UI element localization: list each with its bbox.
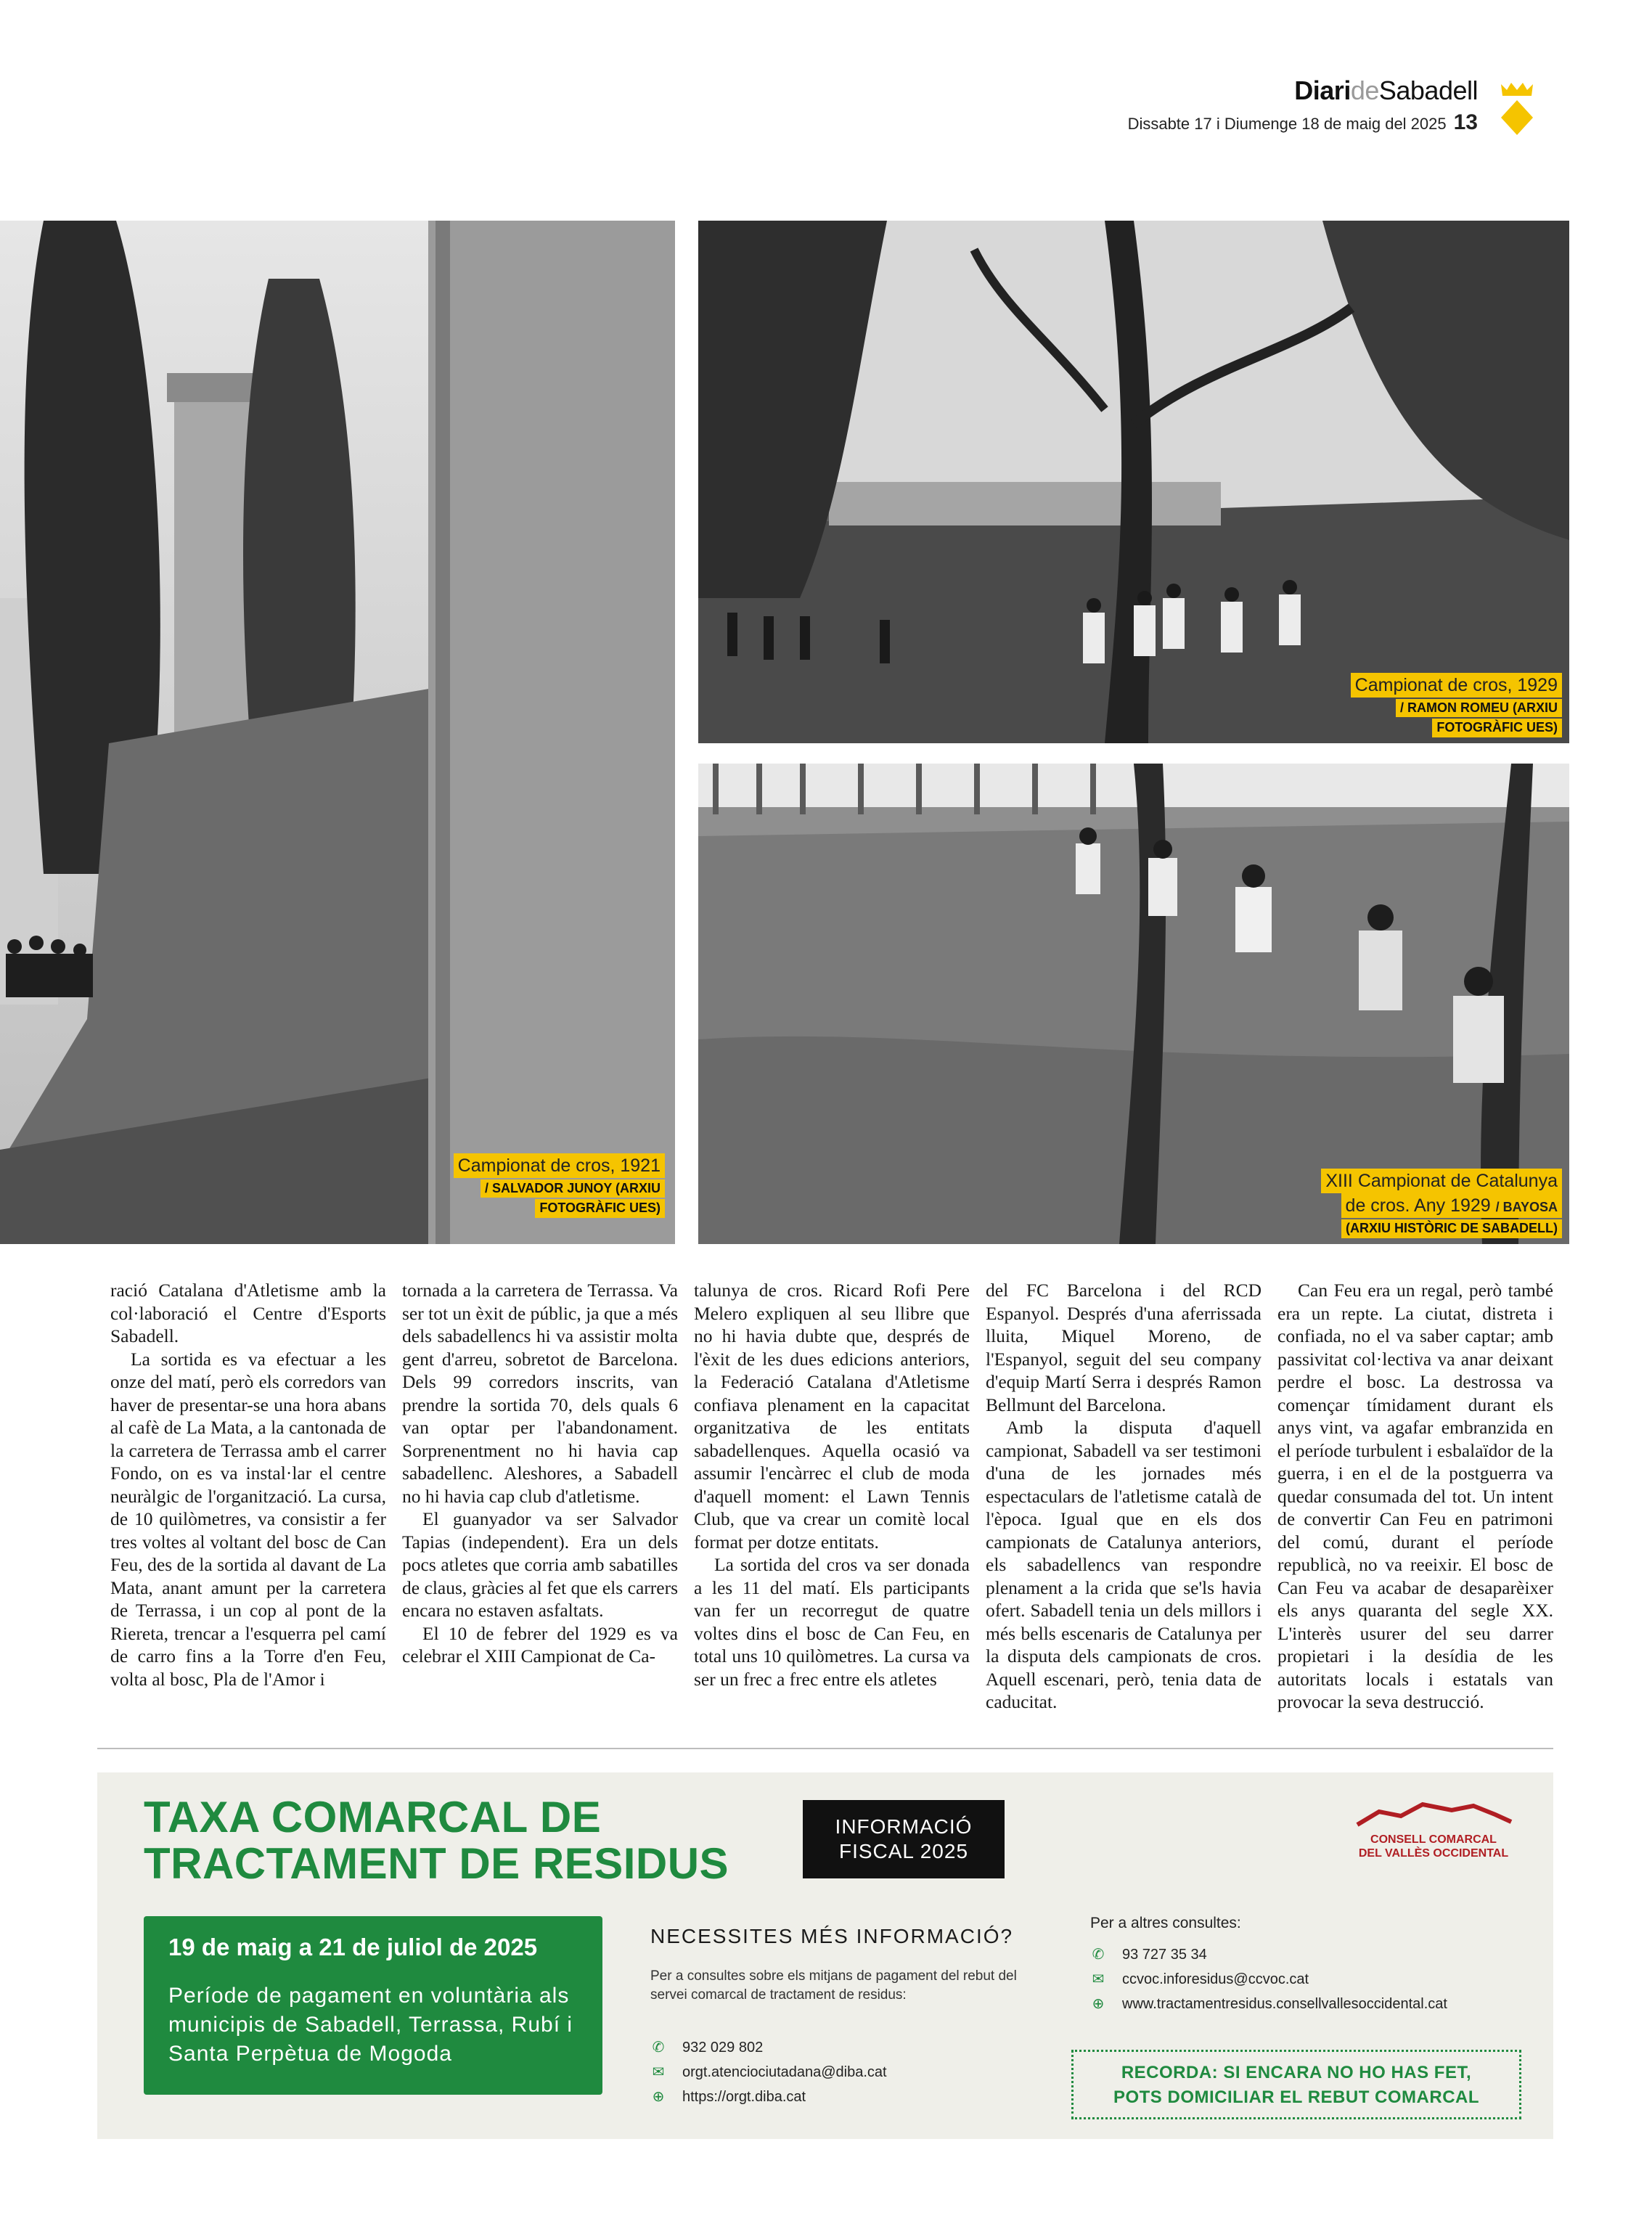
photo-1929-race [698, 221, 1569, 743]
ccvoc-email-link[interactable]: ✉ ccvoc.inforesidus@ccvoc.cat [1090, 1967, 1526, 1992]
photo-xiii-campionat [698, 764, 1569, 1244]
paragraph: Can Feu era un regal, però també era un repte. La ciutat, distreta i confiada, no el va saber captar; amb passivitat col·lectiva va anar deixant perdre el bosc. La destrossa va començar tímidament durant els anys vint, va agafar embranzida en el període turbulent i esbalaïdor de la guerra, i en el de la postguerra va quedar consumada del tot. Un intent de convertir Can Feu en patrimoni del comú, durant el període republicà, no va reeixir. El bosc de Can Feu va acabar de desaparèixer els anys quaranta del segle XX. L'interès usurer del seu darrer propietari i la desídia de les autoritats locals i estatals van provocar la seva destrucció. [1277, 1280, 1553, 1712]
article-column-3 [694, 1279, 970, 1714]
city-crest-icon [1495, 80, 1539, 138]
issue-date: Dissabte 17 i Diumenge 18 de maig del 2025 [1127, 115, 1447, 133]
consell-comarcal-logo: CONSELL COMARCAL DEL VALLÈS OCCIDENTAL [1350, 1800, 1517, 1860]
photo-1921-caption: Campionat de cros, 1921 / SALVADOR JUNOY (ARXIU FOTOGRÀFIC UES) [454, 1153, 665, 1218]
mail-icon: ✉ [1092, 1971, 1105, 1987]
payment-dates: 19 de maig a 21 de juliol de 2025 [168, 1934, 538, 1960]
globe-icon: ⊕ [1092, 1996, 1105, 2012]
article-column-2 [402, 1279, 678, 1714]
mountain-logo-icon [1350, 1800, 1517, 1829]
reminder-box: RECORDA: SI ENCARA NO HO HAS FET, POTS DOMICILIAR EL REBUT COMARCAL [1071, 2050, 1521, 2119]
info-section [650, 1925, 1057, 2109]
orgt-phone[interactable]: ✆ 932 029 802 [650, 2035, 1057, 2060]
globe-icon: ⊕ [652, 2089, 665, 2105]
masthead [1128, 75, 1478, 135]
photo-1921-race [0, 221, 675, 1244]
orgt-web-link[interactable]: ⊕ https://orgt.diba.cat [650, 2085, 1057, 2109]
advertisement-taxa-residus [97, 1772, 1553, 2139]
page-number: 13 [1453, 110, 1478, 134]
payment-period-text: Període de pagament en voluntària als municipis de Sabadell, Terrassa, Rubí i Santa Perpètua de Mogoda [168, 1984, 573, 2066]
info-heading: NECESSITES MÉS INFORMACIÓ? [650, 1925, 1014, 1947]
paragraph: El 10 de febrer del 1929 es va celebrar el XIII Campionat de Ca- [402, 1622, 678, 1666]
section-divider [97, 1748, 1553, 1749]
paragraph: El guanyador va ser Salvador Tapias (independent). Era un dels pocs atletes que corria amb sabatilles de claus, gràcies al fet que els carrers encara no estaven asfaltats. [402, 1508, 678, 1621]
orgt-email-link[interactable]: ✉ orgt.atenciociutadana@diba.cat [650, 2060, 1057, 2085]
info-text: Per a consultes sobre els mitjans de pagament del rebut del servei comarcal de tractament de residus: [650, 1968, 1017, 2003]
phone-icon: ✆ [1092, 1947, 1105, 1963]
photo-xiii-caption: XIII Campionat de Catalunya de cros. Any 1929 / BAYOSA (ARXIU HISTÒRIC DE SABADELL) [1321, 1169, 1562, 1238]
paragraph: La sortida del cros va ser donada a les 11 del matí. Els participants van fer un recorregut de quatre voltes dins el bosc de Can Feu, en total uns 10 quilòmetres. La cursa va ser un frec a frec entre els atletes [694, 1554, 970, 1690]
phone-icon: ✆ [652, 2040, 665, 2056]
article-column-5 [1277, 1279, 1553, 1714]
ccvoc-phone[interactable]: ✆ 93 727 35 34 [1090, 1942, 1526, 1967]
payment-period-box [144, 1916, 602, 2095]
other-contacts-heading: Per a altres consultes: [1090, 1915, 1241, 1931]
paragraph: La sortida es va efectuar a les onze del matí, però els corredors van haver de presentar-se una hora abans al cafè de La Mata, a la cantonada de la carretera de Terrassa amb el carrer Fondo, on es va instal·lar el centre neuràlgic de l'organització. La cursa, de 10 quilòmetres, va consistir a fer tres voltes al voltant del bosc de Can Feu, des de la sortida al davant de La Mata, anant amunt per la carretera de Terrassa, i un cop al pont de la Riereta, trencar a l'esquerra pel camí de carro fins a la Torre d'en Feu, volta al bosc, Pla de l'Amor i [110, 1348, 386, 1690]
newspaper-brand: DiarideSabadell [1294, 75, 1478, 105]
paragraph: ració Catalana d'Atletisme amb la col·laboració el Centre d'Esports Sabadell. [110, 1280, 386, 1346]
photo-1921-image [0, 221, 675, 1244]
photo-1929-image [698, 221, 1569, 743]
article-column-4 [986, 1279, 1262, 1714]
paragraph: Amb la disputa d'aquell campionat, Sabadell va ser testimoni d'una de les jornades més espectaculars de l'atletisme català de l'època. Igual que en els dos campionats de Catalunya anteriors, els sabadellencs van respondre plenament a la crida que se'ls havia ofert. Sabadell tenia un dels millors i més bells escenaris de Catalunya per la disputa dels campionats de cros. Aquell escenari, però, tenia data de caducitat. [986, 1417, 1262, 1712]
article-body [110, 1279, 1553, 1714]
paragraph: tornada a la carretera de Terrassa. Va ser tot un èxit de públic, ja que a més dels sabadellencs hi va assistir molta gent d'arreu, sobretot de Barcelona. Dels 99 corredors inscrits, van prendre la sortida 70, dels quals 6 van optar per l'abandonament. Sorprenentment no hi havia cap sabadellenc. Aleshores, a Sabadell no hi havia cap club d'atletisme. [402, 1280, 678, 1507]
dateline [1128, 110, 1478, 135]
mail-icon: ✉ [652, 2064, 665, 2080]
ccvoc-web-link[interactable]: ⊕ www.tractamentresidus.consellvallesoccidental.cat [1090, 1992, 1526, 2016]
other-contacts-section [1090, 1915, 1526, 2016]
ad-title: TAXA COMARCAL DE TRACTAMENT DE RESIDUS [144, 1793, 729, 1888]
ad-fiscal-badge: INFORMACIÓ FISCAL 2025 [803, 1800, 1005, 1878]
photo-1929-caption: Campionat de cros, 1929 / RAMON ROMEU (ARXIU FOTOGRÀFIC UES) [1351, 673, 1562, 737]
paragraph: talunya de cros. Ricard Rofi Pere Melero expliquen al seu llibre que no hi havia dubte que, després de l'èxit de les dues edicions anteriors, la Federació Catalana d'Atletisme confiava plenament en la capacitat organitzativa de les entitats sabadellenques. Aquella ocasió va assumir l'encàrrec el club de moda d'aquell moment: el Lawn Tennis Club, que va crear un comitè local format per dotze entitats. [694, 1280, 970, 1553]
article-column-1 [110, 1279, 386, 1714]
paragraph: del FC Barcelona i del RCD Espanyol. Després d'una aferrissada lluita, Miquel Moreno, de l'Espanyol, seguit del seu company d'equip Martí Serra i després Ramon Bellmunt del Barcelona. [986, 1280, 1262, 1415]
